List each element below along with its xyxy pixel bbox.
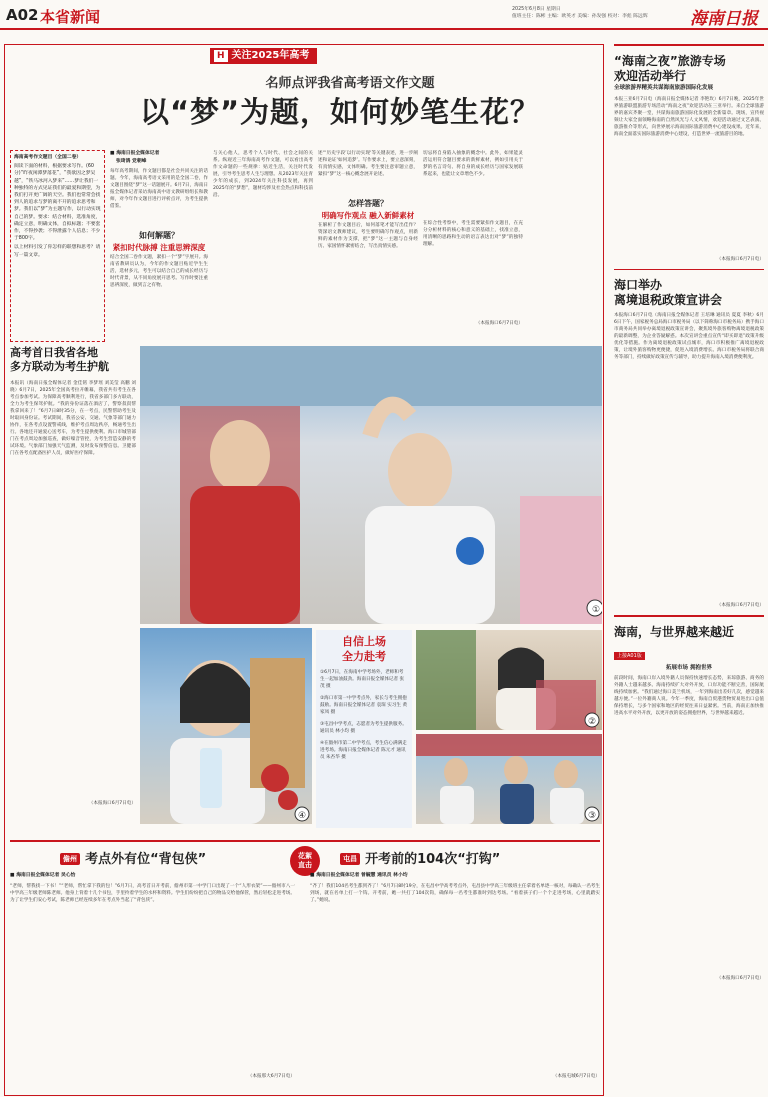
sidebar-title: 海口举办 [614,278,663,292]
dateline-end: （本报那大6月7日电） [247,1074,295,1079]
dateline-end: （本报海口6月7日电） [716,975,764,981]
dateline-end: （本报海口6月7日电） [475,321,523,326]
svg-text:①: ① [592,605,601,615]
caption-title-line2: 全力赴考 [342,650,386,663]
section-title: 本省新闻 [40,8,101,26]
dateline-end: （本报海口6月7日电） [716,256,764,262]
topic-badge-label: 关注2025年高考 [231,50,310,61]
byline-label: ■ 海南日报全媒体记者 [110,151,160,156]
bottom-right-header [340,848,580,870]
svg-text:③: ③ [588,811,597,821]
location-badge: 屯昌 [340,853,360,865]
photo-illustration [140,628,312,824]
divider [614,44,764,46]
paragraph: 切忌将自身陷入抽象的概念中。此外，如果能灵活运用符合题目要求的新鲜素材，例如引用关于梦的名言诗句、将自身的成长经历与国家发展联系起来，也能让文章增色不少。 [423,151,523,177]
dateline-end: （本报海口6月7日电） [88,801,136,806]
feature-badge-line1: 花絮 [298,852,312,860]
dateline-end: （本报屯城6月7日电） [552,1074,600,1079]
topic-badge-icon: H [214,50,228,62]
caption-title-line1: 自信上场 [342,635,386,648]
sidebar-title: 欢迎活动举行 [614,68,687,83]
sidebar-title: 海南，与世界越来越近 [614,624,735,639]
paragraph: 结合全国二卷作文题，紧扣一个“梦”字展开。海南省教研员认为，今年的作文题目贴近学生生活，选材多元，考生可以结合自己的成长经历与时代背景，从不同角度展开思考。写作时要注重思辨深度，做到言之有物。 [110,255,208,288]
story-title: 考点外有位“背包侠” [85,852,207,867]
subhead: 如何解题？ [139,231,179,240]
masthead-meta [512,6,702,20]
feature-badge-line2: 直击 [298,861,312,869]
dateline-end: （本报海口6月7日电） [716,603,764,608]
bottom-right-story [310,872,600,1092]
left-article [10,346,136,816]
article-column-4 [318,150,418,340]
article-kicker: 名师点评我省高考语文作文题 [265,76,435,91]
essay-question-box [10,150,105,342]
paragraph: 述“‘历史字段’以行动实现‘等关键表述，进一步阐述和论证‘如何追梦’。写作要求上，要立意深刻，有真情实感，文体明确。考生要注意审题立意，紧扣“梦”这一核心概念展开论述。 [318,151,418,177]
photo-illustration [416,734,602,824]
divider [614,269,764,271]
caption-item: ②海口市第一中学考点外，家长与考生拥抱鼓励。海南日报全媒体记者 袁琛 实习生 黄家凤 摄 [320,696,408,715]
photo-volunteers [416,734,602,824]
article-title-line1: 高考首日我省各地 [10,346,98,359]
sidebar-subtitle: 全球旅游界精英共谋海南旅游国际化发展 [614,84,714,91]
bottom-left-story [10,872,295,1092]
photo-teacher-student-cheer [140,346,602,624]
subhead-tagline: 明确写作观点 融入新鲜素材 [321,211,415,220]
page-number: A02 [6,6,39,24]
story-body: “老师，帮我找一下书！”“老师，帮忙拿下我的包！”6月7日，高考首日开考前，儋州市第一中学门口出现了一个“人形衣架”——儋州市八一中学高三年级老师陈老师。他身上背着十几个书包，手里拎着学生的水杯和资料。学生们纷纷把自己的物品交给他保管，然后轻松走进考场。为了让学生们安心考试，陈老师已经连续多年在考点外当起了“背包侠”。 [10,884,295,903]
paragraph: 每年高考期间，作文题目都是社会共同关注的话题。今年，海南高考语文采用的是全国二卷，作文题目围绕“梦”这一话题展开。6月7日，海南日报全媒体记者采访海南高中语文教研组组长和教师，对今年作文题目进行评析点评，为考生提供借鉴。 [110,169,208,209]
caption-item: ③屯昌中学考点，志愿者为考生提供服务。通讯员 林小均 摄 [320,722,407,734]
photo-parent-hug [416,630,602,730]
article-column-2 [110,150,208,340]
sidebar-title: 离境退税政策宣讲会 [614,293,723,307]
essay-question-title: 海南高考作文题目（全国二卷） [14,155,82,160]
newspaper-logo: 海南日报 [690,9,758,29]
svg-text:④: ④ [298,811,307,821]
article-headline: 以“梦”为题，如何妙笔生花？ [139,95,541,129]
caption-item: ①6月7日，在海南中学考场外，老师和考生一起加油鼓劲。海南日报全媒体记者 张茂 摄 [320,670,405,689]
subhead-tagline: 紧扣时代脉搏 注重思辨深度 [112,243,206,252]
location-badge: 儋州 [60,853,80,865]
photo-illustration [416,630,602,730]
paragraph: 在解析了作文题目后，如何落笔才能写出佳作？资深语文教师建议，考生要明确写作观点，用新鲜的素材作为支撑，把“梦”这一主题与自身经历、家国情怀紧密结合，写出真情实感。 [318,223,418,249]
story-title: 开考前的104次“打钩” [365,852,501,867]
caption-item: ④在儋州市第二中学考点，考生信心满满走进考场。海南日报全媒体记者 陈元才 通讯员 朱杏华 摄 [320,741,407,760]
divider [10,840,600,842]
byline: ■ 海南日报全媒体记者 曾毓慧 通讯员 林小均 [310,873,408,878]
sidebar-subtitle: 拓展市场 拥抱世界 [666,664,712,671]
sidebar-title: “海南之夜”旅游专场 [614,53,726,68]
sidebar-body: 本报三亚6月7日电（海南日报全媒体记者 李艳玫）6月7日晚，2025年世界旅游联盟旅游专场活动“海南之夜”欢迎活动在三亚举行。来自全球旅游界的嘉宾齐聚一堂，共谋海南旅游国际化发展的全新篇章。现场，宣传视频让大家全面领略海南的自然风光与人文风情，欢迎活动通过文艺表演、旅游推介等形式，向世界展示海南国际旅游消费中心建设成果。近年来，海南全面落实国际旅游消费中心建设，打造世界一流旅游目的地。 [614,96,764,137]
photo-illustration [140,346,602,624]
article-column-3: 与关心他人，思考个人与时代、社会之间的关系。纵观近三年海南高考作文题，可以看出高考作文命题的一些规律：贴近生活，关注时代发展，引导考生思考人生与理想。从2023年关注青少年的成长，到2024年关注科技发展，再到2025年的“梦想”，题材均涉及社会热点和科技前沿。 [213,151,313,198]
sidebar-body: 本报海口6月7日电（海南日报全媒体记者 王培琳 通讯员 夏夏 李秋）6月6日下午，国家税务总局海口市税务局（以下简称海口市税务局）携手海口市商务局共同举办离境退税政策宣讲会，聚焦境外旅客购物离境退税政策的最新调整，为企业答疑解惑。本次宣讲会重点宣传“即买即退”政策升级优化等措施。作为离境退税政策试点城市，海口市积极推广离境退税政策，让境外旅客购物更便捷，促进入境消费增长。海口市税务局将联合商务等部门，持续做好政策宣传与辅导，助力提升海南入境消费便利度。 [614,313,764,360]
editor-credits: 值班主任：陈彬 主编：欧英才 美编：孙发强 校对：李彪 陈远辉 [512,14,648,19]
essay-question-bottom: 以上材料引发了你怎样的联想和思考？请写一篇文章。 [14,245,101,258]
topic-badge [210,48,317,64]
paragraph: 在综合性考察中，考生需要紧扣作文题目，在充分分析材料的核心和意义的基础上，找准立意，用清晰的思路和生动的语言表达出对“梦”的独特理解。 [423,221,523,247]
sidebar-body: 前段时间，海南口岸入境外籍人员保持快速增长态势，来琼旅游、商务的外籍人士越来越多。海南持续扩大对外开放，口岸功能不断完善，国际航线持续加密。“我们通过海口美兰机场，一年到海南出差好几次，感觉越来越方便。”一位外籍商人说。今年一季度，海南自贸港货物贸易进出口总值保持增长，与多个国家和地区的经贸往来日益紧密。当前，海南正加快推进高水平对外开放，以更开放的姿态拥抱世界，与世界越来越近。 [614,675,764,716]
right-sidebar [614,44,764,1094]
divider [614,615,764,617]
continued-link[interactable]: 上接A01版 [614,652,645,660]
svg-text:②: ② [588,717,597,727]
article-title-line2: 多方联动为考生护航 [10,360,109,373]
photo-student-flowers [140,628,312,824]
article-body: 本报讯（海南日报全媒体记者 金佳铭 李梦瑶 刘美莹 高鹏 刘晓）6月7日，2025年全国高考拉开帷幕，我省共有考生在各考点参加考试。为保障高考顺利进行，我省多部门多方联动，全力为考生保驾护航。“我的身份证落在酒店了，警察叔叔帮我拿回来了！”6月7日8时35分，在一考点，民警帮助考生及时取回身份证。考试期间，我省公安、交通、气象等部门通力协作，在各考点设置警戒线，维护考点周边秩序，畅通考生出行。各地还开通爱心送考车，为考生提供便利。海口市城管部门在考点周边加强巡查，做好噪音管控，为考生营造安静的考试环境。气象部门加强天气监测，及时发布预警信息。卫健部门在各考点配备医护人员，做好医疗保障。 [10,381,136,456]
byline-names: 张琦鸽 党朝峰 [116,159,147,164]
essay-question-body: 阅读下面的材料，根据要求写作。(60分)“昨夜闲潭梦落花”，“我欲因之梦吴越”，“铁马冰河入梦来”……梦让我们一种独特的方式见证我们的最爱和期望，为我们打开更广阔的天空。我们也常常会找到人的追求与梦的离不开的追求思考和梦。我们以“梦”为主题写作，以行动实现自己的梦。要求：结合材料，选准角度，确定立意，明确文体，自拟标题；不要套作，不得抄袭；不得泄露个人信息；不少于800字。 [14,164,101,242]
story-body: “齐了！我们104名考生都到齐了！”6月7日8时19分，在屯昌中学高考考点外，屯昌县中学高三年级班主任拿着名单逐一核对，每确认一名考生到场，就在名单上打一个钩。开考前，她一共打了104次钩，确保每一名考生都准时到达考场。“看着孩子们一个个走进考场，心里就踏实了。”她说。 [310,884,600,903]
byline: ■ 海南日报全媒体记者 吴心怡 [10,873,76,878]
photo-caption-box [316,630,412,828]
bottom-left-header [60,848,280,870]
issue-date: 2025年6月8日 星期日 [512,7,561,12]
subhead: 怎样答题？ [348,199,388,208]
article-column-5 [423,150,523,340]
